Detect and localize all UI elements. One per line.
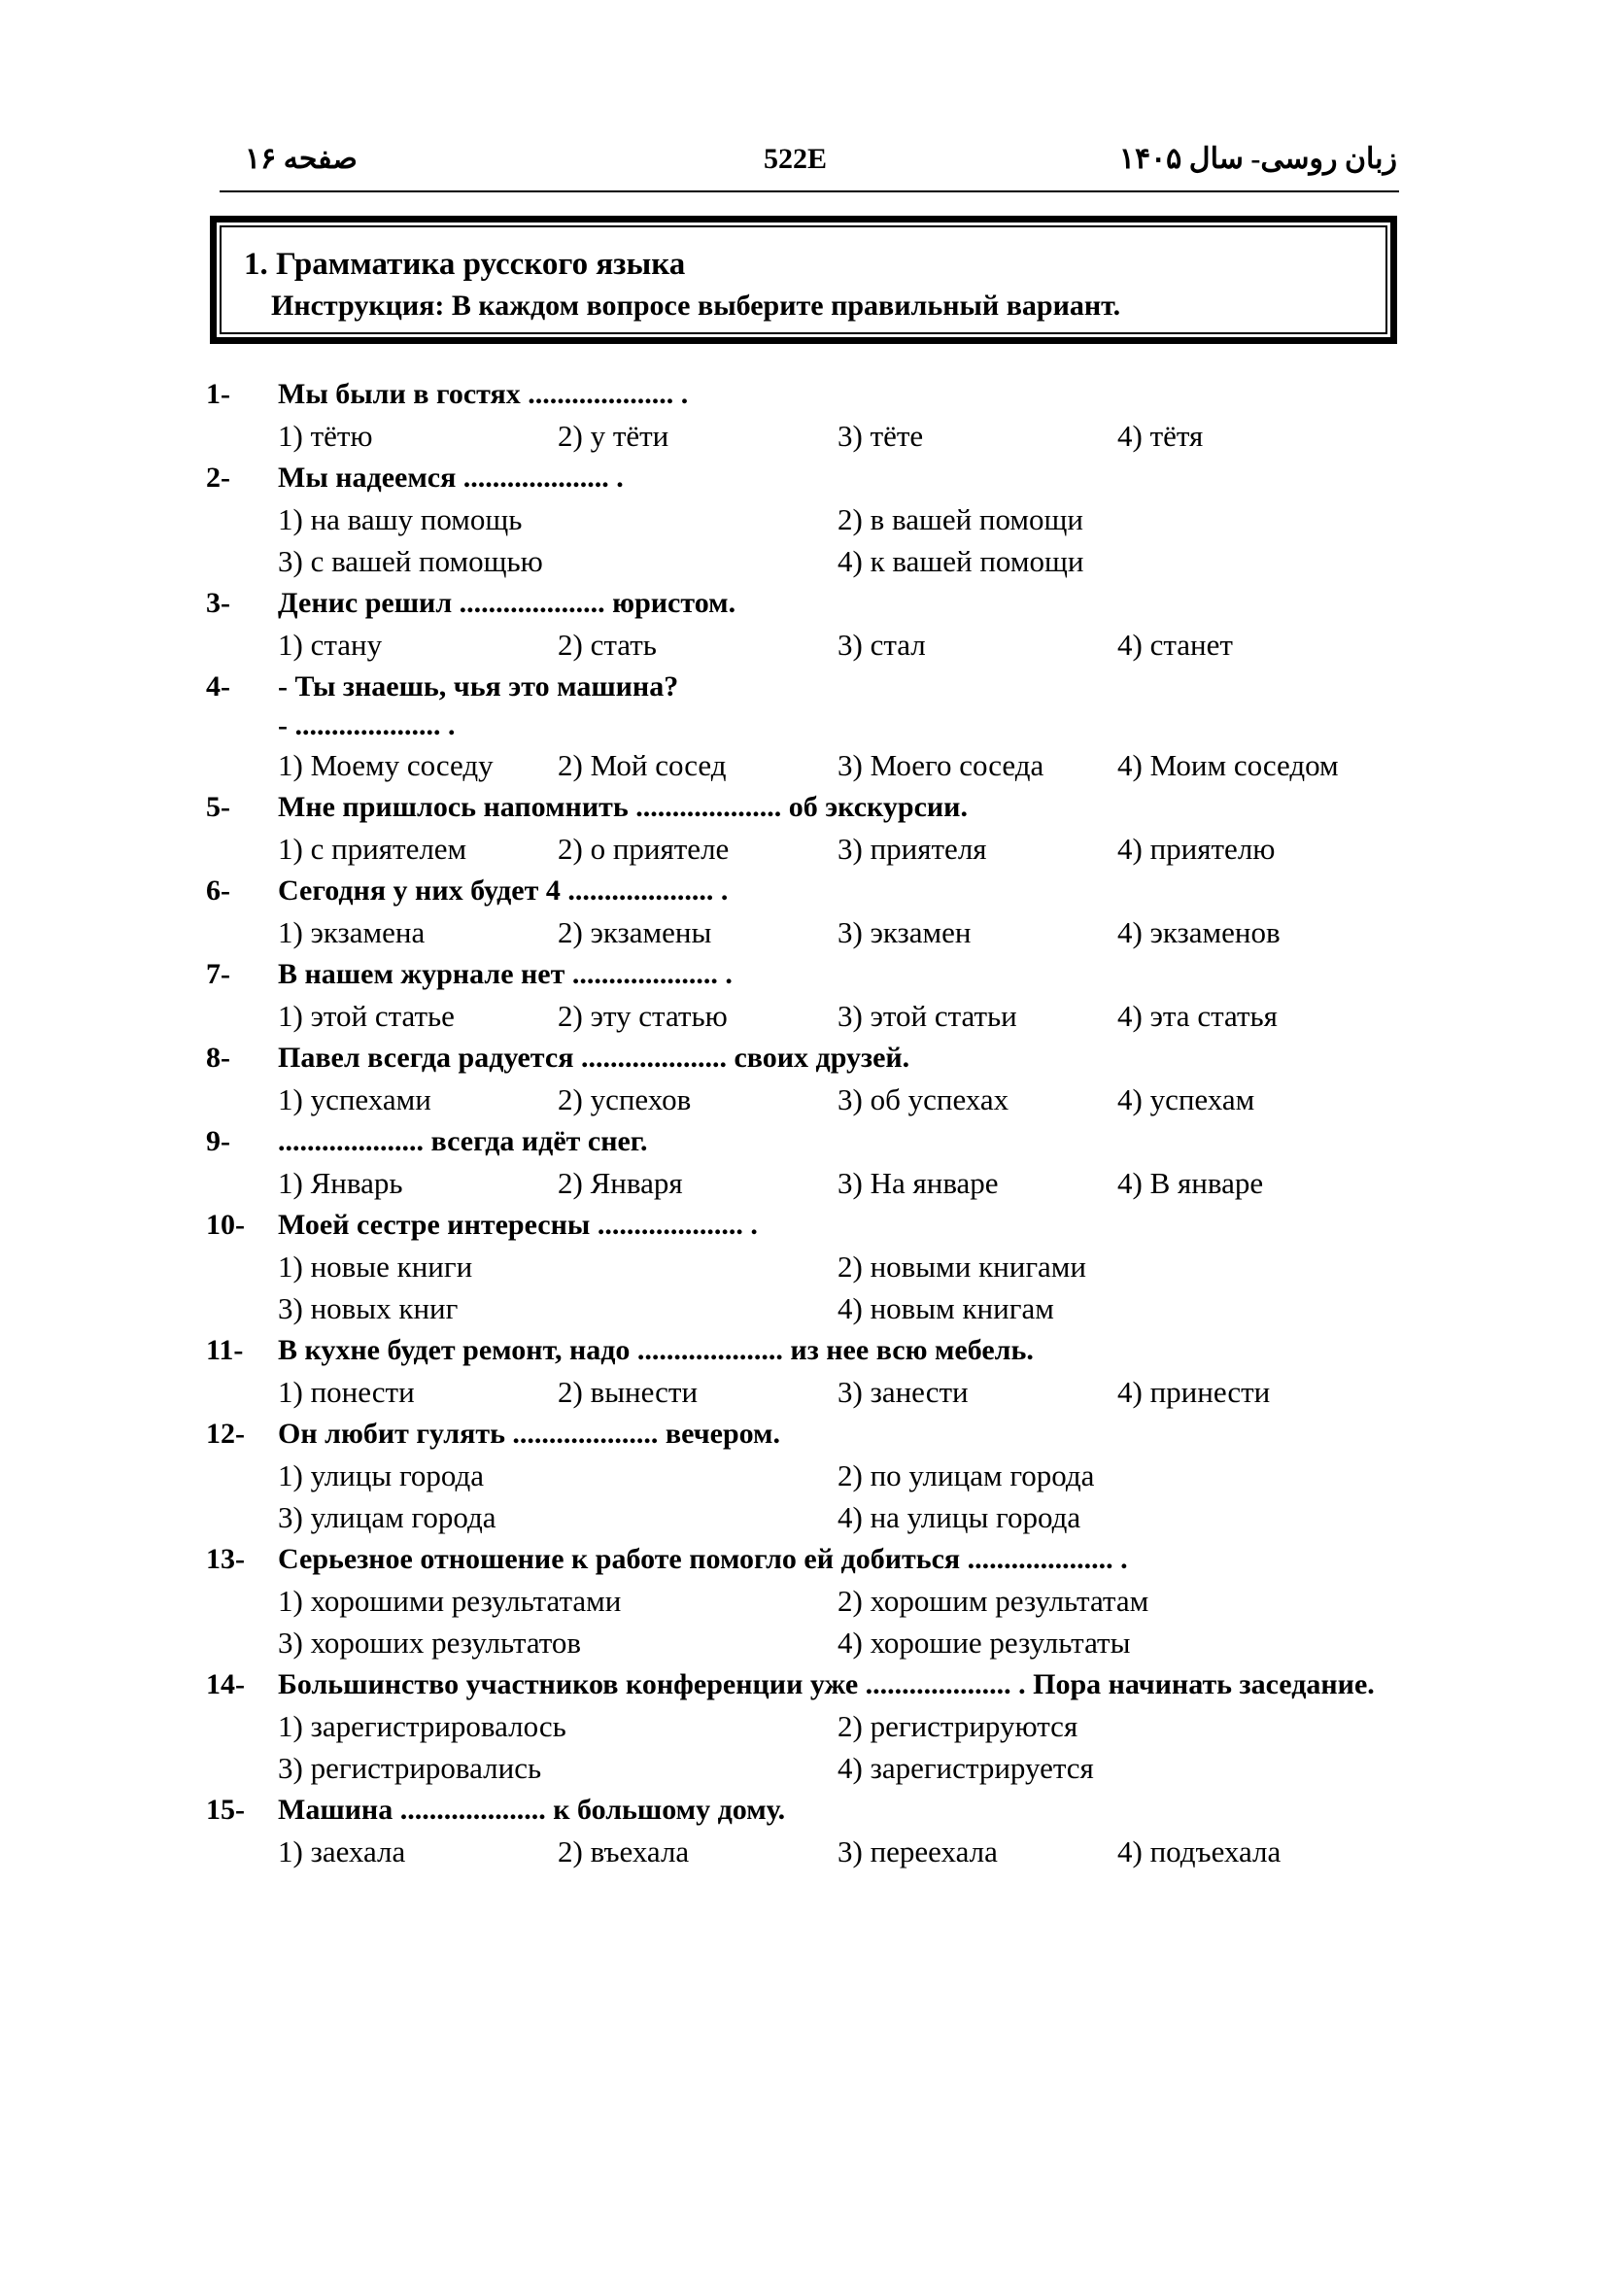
question-number: 11-: [206, 1334, 244, 1366]
answer-option-4[interactable]: 4) В январе: [1117, 1166, 1264, 1200]
answer-option-4[interactable]: 4) станет: [1117, 628, 1233, 662]
answer-option-3[interactable]: 3) тёте: [838, 419, 924, 453]
answer-option-4[interactable]: 4) тётя: [1117, 419, 1204, 453]
answer-option-3[interactable]: 3) переехала: [838, 1834, 998, 1868]
answer-option-4[interactable]: 4) Моим соседом: [1117, 748, 1339, 782]
answer-option-1[interactable]: 1) понести: [278, 1375, 415, 1409]
answer-option-1[interactable]: 1) заехала: [278, 1834, 406, 1868]
answer-option-4[interactable]: 4) принести: [1117, 1375, 1271, 1409]
answer-options: [278, 1455, 1401, 1538]
question-number: 4-: [206, 670, 230, 703]
question-number: 2-: [206, 462, 230, 494]
answer-option-1[interactable]: 1) зарегистрировалось: [278, 1709, 566, 1743]
question-item: [206, 373, 1401, 457]
question-stem: Машина .................... к большому дому.: [278, 1794, 786, 1826]
answer-option-3[interactable]: 3) об успехах: [838, 1082, 1009, 1116]
answer-options: [278, 415, 1401, 457]
exam-subject: زبان روسی- سال ۱۴۰۵: [1118, 143, 1397, 175]
question-number: 8-: [206, 1042, 230, 1074]
question-item: [206, 786, 1401, 870]
question-stem-answer-line: - .................... .: [278, 709, 456, 741]
answer-option-4[interactable]: 4) приятелю: [1117, 832, 1276, 866]
answer-option-3[interactable]: 3) приятеля: [838, 832, 987, 866]
header-divider: [220, 190, 1399, 192]
answer-option-2[interactable]: 2) по улицам города: [838, 1458, 1095, 1492]
answer-option-2[interactable]: 2) въехала: [558, 1834, 690, 1868]
question-number: 10-: [206, 1209, 245, 1241]
answer-options: [278, 1079, 1401, 1120]
question-item: [206, 1413, 1401, 1538]
answer-option-2[interactable]: 2) эту статью: [558, 999, 728, 1033]
question-stem: Мне пришлось напомнить .................... об экскурсии.: [278, 791, 968, 823]
answer-options: [278, 1831, 1401, 1872]
answer-option-3[interactable]: 3) с вашей помощью: [278, 544, 543, 578]
question-item: [206, 1329, 1401, 1413]
question-stem: Мы надеемся .................... .: [278, 462, 624, 494]
answer-option-1[interactable]: 1) Моему соседу: [278, 748, 494, 782]
answer-options: [278, 1162, 1401, 1204]
question-item: [206, 1538, 1401, 1663]
answer-options: [278, 828, 1401, 870]
answer-options: [278, 1580, 1401, 1663]
question-item: [206, 1789, 1401, 1872]
answer-option-2[interactable]: 2) в вашей помощи: [838, 502, 1083, 536]
answer-option-1[interactable]: 1) стану: [278, 628, 383, 662]
answer-option-1[interactable]: 1) хорошими результатами: [278, 1584, 622, 1618]
question-number: 6-: [206, 874, 230, 907]
question-stem: Павел всегда радуется .................... своих друзей.: [278, 1042, 910, 1074]
answer-option-2[interactable]: 2) успехов: [558, 1082, 692, 1116]
answer-option-2[interactable]: 2) экзамены: [558, 915, 712, 949]
answer-option-2[interactable]: 2) вынести: [558, 1375, 699, 1409]
question-number: 14-: [206, 1668, 245, 1700]
answer-options: [278, 1705, 1401, 1789]
question-number: 15-: [206, 1794, 245, 1826]
answer-option-3[interactable]: 3) регистрировались: [278, 1751, 542, 1785]
answer-option-3[interactable]: 3) улицам города: [278, 1500, 496, 1534]
answer-option-2[interactable]: 2) хорошим результатам: [838, 1584, 1149, 1618]
section-instruction: Инструкция: В каждом вопросе выберите правильный вариант.: [271, 290, 1121, 322]
answer-options: [278, 624, 1401, 666]
answer-option-2[interactable]: 2) новыми книгами: [838, 1250, 1087, 1284]
answer-option-4[interactable]: 4) хорошие результаты: [838, 1626, 1131, 1660]
answer-option-1[interactable]: 1) экзамена: [278, 915, 426, 949]
answer-option-1[interactable]: 1) на вашу помощь: [278, 502, 523, 536]
question-stem: Серьезное отношение к работе помогло ей добиться .................... .: [278, 1543, 1128, 1575]
answer-option-3[interactable]: 3) этой статьи: [838, 999, 1017, 1033]
question-stem: Мы были в гостях .................... .: [278, 378, 689, 410]
question-stem: Сегодня у них будет 4 .................... .: [278, 874, 729, 907]
answer-option-1[interactable]: 1) тётю: [278, 419, 373, 453]
answer-options: [278, 995, 1401, 1037]
answer-option-3[interactable]: 3) На январе: [838, 1166, 999, 1200]
question-stem: Большинство участников конференции уже .................... . Пора начинать заседание.: [278, 1668, 1375, 1700]
question-stem: Моей сестре интересны .................... .: [278, 1209, 758, 1241]
question-item: [206, 457, 1401, 582]
answer-options: [278, 498, 1401, 582]
question-item: [206, 1037, 1401, 1120]
answer-option-3[interactable]: 3) экзамен: [838, 915, 972, 949]
answer-options: [278, 911, 1401, 953]
section-title: 1. Грамматика русского языка: [244, 247, 686, 282]
answer-option-1[interactable]: 1) новые книги: [278, 1250, 473, 1284]
question-item: [206, 666, 1401, 786]
answer-option-2[interactable]: 2) Января: [558, 1166, 683, 1200]
answer-option-1[interactable]: 1) Январь: [278, 1166, 403, 1200]
answer-options: [278, 744, 1401, 786]
question-item: [206, 953, 1401, 1037]
page-number: صفحه ۱۶: [245, 143, 358, 175]
question-stem: .................... всегда идёт снег.: [278, 1125, 648, 1157]
answer-option-2[interactable]: 2) Мой сосед: [558, 748, 727, 782]
answer-option-3[interactable]: 3) стал: [838, 628, 926, 662]
answer-option-2[interactable]: 2) о приятеле: [558, 832, 730, 866]
answer-option-4[interactable]: 4) на улицы города: [838, 1500, 1081, 1534]
question-item: [206, 582, 1401, 666]
booklet-code: 522E: [764, 143, 828, 175]
question-number: 5-: [206, 791, 230, 823]
answer-option-3[interactable]: 3) занести: [838, 1375, 969, 1409]
answer-option-4[interactable]: 4) зарегистрируется: [838, 1751, 1094, 1785]
question-number: 9-: [206, 1125, 230, 1157]
answer-option-1[interactable]: 1) улицы города: [278, 1458, 485, 1492]
question-number: 7-: [206, 958, 230, 990]
question-number: 13-: [206, 1543, 245, 1575]
answer-option-4[interactable]: 4) эта статья: [1117, 999, 1278, 1033]
answer-option-3[interactable]: 3) Моего соседа: [838, 748, 1044, 782]
answer-option-2[interactable]: 2) регистрируются: [838, 1709, 1078, 1743]
answer-option-4[interactable]: 4) подъехала: [1117, 1834, 1282, 1868]
answer-option-3[interactable]: 3) хороших результатов: [278, 1626, 582, 1660]
question-number: 12-: [206, 1418, 245, 1450]
answer-options: [278, 1246, 1401, 1329]
question-list: [206, 373, 1401, 1872]
answer-option-4[interactable]: 4) к вашей помощи: [838, 544, 1084, 578]
question-stem: Денис решил .................... юристом.: [278, 587, 736, 619]
answer-option-1[interactable]: 1) с приятелем: [278, 832, 467, 866]
question-stem: Он любит гулять .................... вечером.: [278, 1418, 780, 1450]
answer-option-2[interactable]: 2) стать: [558, 628, 657, 662]
answer-option-3[interactable]: 3) новых книг: [278, 1291, 459, 1325]
answer-options: [278, 1371, 1401, 1413]
answer-option-2[interactable]: 2) у тёти: [558, 419, 669, 453]
question-item: [206, 1120, 1401, 1204]
answer-option-4[interactable]: 4) экзаменов: [1117, 915, 1281, 949]
section-header-box: [210, 216, 1397, 344]
question-stem: - Ты знаешь, чья это машина?: [278, 670, 679, 703]
answer-option-1[interactable]: 1) успехами: [278, 1082, 431, 1116]
answer-option-1[interactable]: 1) этой статье: [278, 999, 455, 1033]
question-item: [206, 870, 1401, 953]
question-item: [206, 1204, 1401, 1329]
question-stem: В кухне будет ремонт, надо .................... из нее всю мебель.: [278, 1334, 1034, 1366]
answer-option-4[interactable]: 4) новым книгам: [838, 1291, 1054, 1325]
question-number: 3-: [206, 587, 230, 619]
answer-option-4[interactable]: 4) успехам: [1117, 1082, 1255, 1116]
question-stem: В нашем журнале нет .................... .: [278, 958, 733, 990]
question-number: 1-: [206, 378, 230, 410]
question-item: [206, 1663, 1401, 1789]
